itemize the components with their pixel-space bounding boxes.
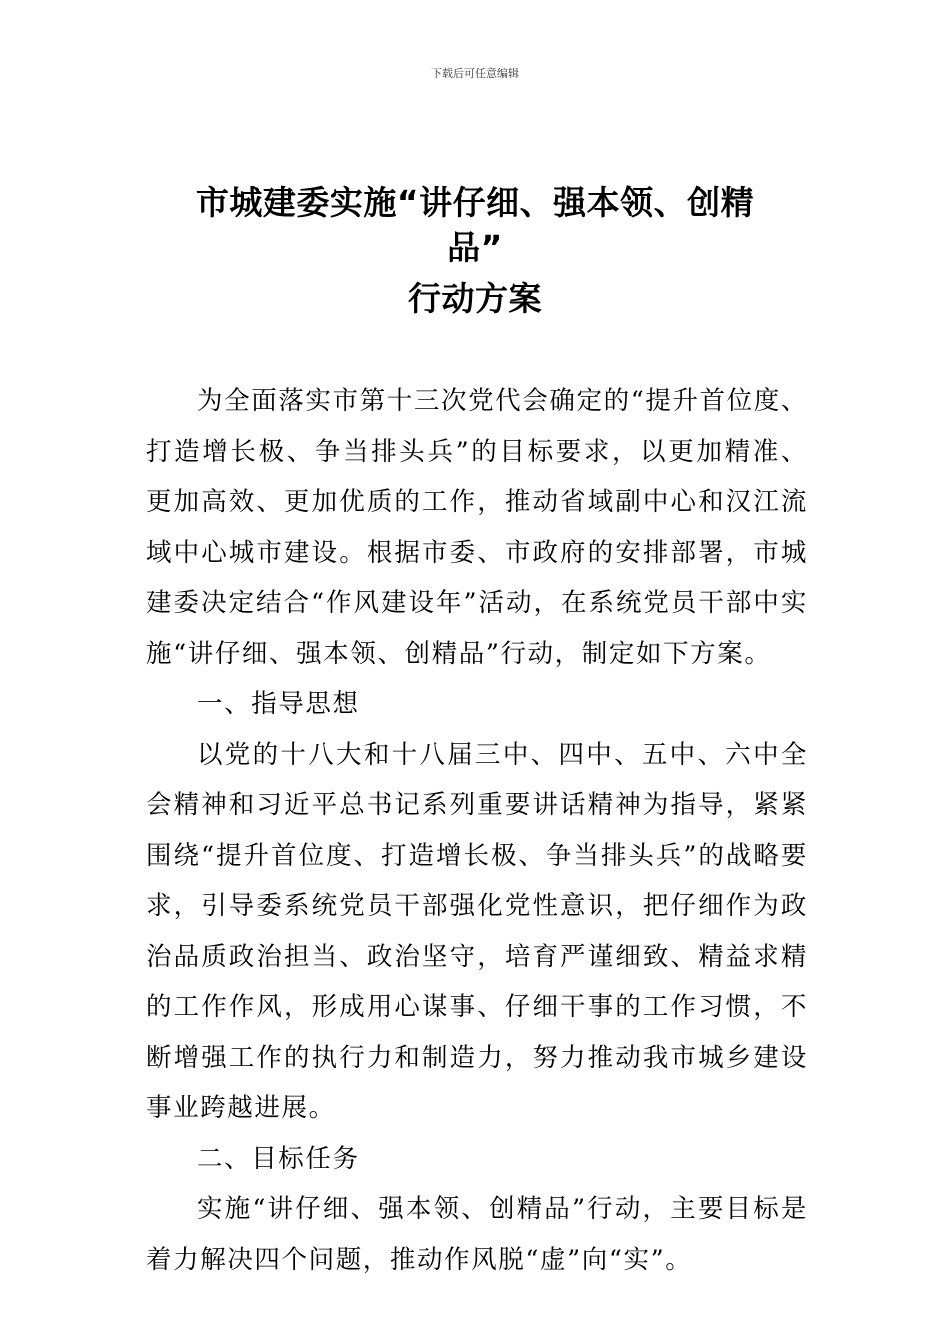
header-note: 下载后可任意编辑 [431,67,519,80]
document-body [146,376,808,1285]
document-title [150,178,800,324]
title-line-1: 市城建委实施“讲仔细、强本领、创精 [195,183,755,222]
section-heading-guiding-ideology: 一、指导思想 [197,689,360,719]
section-heading-goals-tasks: 二、目标任务 [197,1143,360,1174]
title-line-3: 行动方案 [408,279,542,318]
intro-paragraph: 为全面落实市第十三次党代会确定的“提升首位度、打造增长极、争当排头兵”的目标要求，以更加精准、更加高效、更加优质的工作，推动省域副中心和汉江流域中心城市建设。根据市委、市政府的安排部署，市城建委决定结合“作风建设年”活动，在系统党员干部中实施“讲仔细、强本领、创精品”行动，制定如下方案。 [146,386,808,669]
title-line-2: 品” [447,228,503,267]
guiding-ideology-paragraph: 以党的十八大和十八届三中、四中、五中、六中全会精神和习近平总书记系列重要讲话精神为指导，紧紧围绕“提升首位度、打造增长极、争当排头兵”的战略要求，引导委系统党员干部强化党性意识，把仔细作为政治品质政治担当、政治坚守，培育严谨细致、精益求精的工作作风，形成用心谋事、仔细干事的工作习惯，不断增强工作的执行力和制造力，努力推动我市城乡建设事业跨越进展。 [146,739,808,1123]
goals-tasks-paragraph: 实施“讲仔细、强本领、创精品”行动，主要目标是着力解决四个问题，推动作风脱“虚”向“实”。 [146,1194,808,1275]
